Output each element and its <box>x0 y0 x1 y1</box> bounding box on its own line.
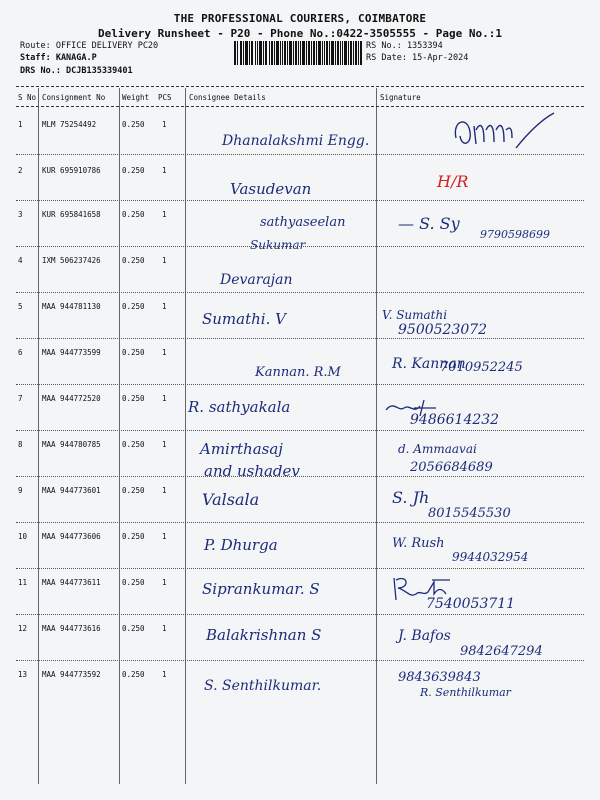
row-sno: 9 <box>18 486 23 495</box>
row-sno: 3 <box>18 210 23 219</box>
row-consignment-no: MLM 75254492 <box>42 120 97 129</box>
signature-phone: 9500523072 <box>398 322 488 338</box>
row-consignment-no: MAA 944773616 <box>42 624 101 633</box>
route-label: Route: OFFICE DELIVERY PC20 <box>20 41 159 51</box>
row-consignment-no: MAA 944773606 <box>42 532 101 541</box>
signature-phone: 2056684689 <box>410 460 493 475</box>
row-separator <box>16 660 584 661</box>
row-separator <box>16 384 584 385</box>
consignee-handwriting: Dhanalakshmi Engg. <box>222 133 370 149</box>
row-weight: 0.250 <box>122 210 145 219</box>
barcode <box>234 41 362 65</box>
consignee-handwriting: Amirthasaj <box>200 440 283 458</box>
company-title: THE PROFESSIONAL COURIERS, COIMBATORE <box>173 12 427 25</box>
signature-handwriting: — S. Sy <box>398 214 460 233</box>
row-sno: 5 <box>18 302 23 311</box>
signature-phone: 7540053711 <box>426 596 516 612</box>
row-sno: 13 <box>18 670 28 679</box>
row-pcs: 1 <box>162 670 167 679</box>
row-pcs: 1 <box>162 440 167 449</box>
consignee-handwriting: sathyaseelan <box>260 215 346 230</box>
signature-phone: 9790598699 <box>480 228 550 241</box>
consignee-handwriting: Balakrishnan S <box>206 626 322 644</box>
row-weight: 0.250 <box>122 302 145 311</box>
row-pcs: 1 <box>162 166 167 175</box>
row-pcs: 1 <box>162 578 167 587</box>
row-consignment-no: MAA 944781130 <box>42 302 101 311</box>
row-consignment-no: MAA 944773601 <box>42 486 101 495</box>
row-weight: 0.250 <box>122 166 145 175</box>
signature-handwriting: J. Bafos <box>398 628 451 644</box>
consignee-handwriting: Sumathi. V <box>202 310 286 328</box>
row-weight: 0.250 <box>122 440 145 449</box>
row-sno: 7 <box>18 394 23 403</box>
consignee-handwriting: P. Dhurga <box>204 536 278 554</box>
row-weight: 0.250 <box>122 532 145 541</box>
row-pcs: 1 <box>162 532 167 541</box>
consignee-handwriting: Devarajan <box>220 272 293 288</box>
row-consignment-no: MAA 944773611 <box>42 578 101 587</box>
consignee-handwriting: Vasudevan <box>230 180 312 198</box>
row-weight: 0.250 <box>122 394 145 403</box>
row-pcs: 1 <box>162 256 167 265</box>
row-separator <box>16 614 584 615</box>
signature-handwriting: V. Sumathi <box>382 308 448 322</box>
signature-handwriting: R. Senthilkumar <box>420 686 511 699</box>
row-pcs: 1 <box>162 302 167 311</box>
row-sno: 8 <box>18 440 23 449</box>
signature-phone: 7010952245 <box>440 360 523 375</box>
row-pcs: 1 <box>162 348 167 357</box>
col-header-consignee: Consignee Details <box>189 93 266 102</box>
col-sep <box>376 88 377 784</box>
consignee-handwriting: R. sathyakala <box>188 398 291 416</box>
row-sno: 12 <box>18 624 28 633</box>
row-pcs: 1 <box>162 486 167 495</box>
row-separator <box>16 292 584 293</box>
header-bottom-rule <box>16 106 584 107</box>
row-weight: 0.250 <box>122 670 145 679</box>
row-separator <box>16 522 584 523</box>
col-header-consignment: Consignment No <box>42 93 106 102</box>
col-sep <box>119 88 120 784</box>
row-sno: 11 <box>18 578 28 587</box>
signature-handwriting: S. Jh <box>392 488 430 507</box>
row-pcs: 1 <box>162 394 167 403</box>
row-consignment-no: MAA 944773599 <box>42 348 101 357</box>
row-weight: 0.250 <box>122 624 145 633</box>
row-weight: 0.250 <box>122 120 145 129</box>
row-separator <box>16 568 584 569</box>
row-pcs: 1 <box>162 120 167 129</box>
row-consignment-no: KUR 695841658 <box>42 210 101 219</box>
signature-scribble <box>446 108 561 168</box>
signature-phone: 9486614232 <box>410 412 500 428</box>
consignee-handwriting: Valsala <box>202 490 260 509</box>
row-separator <box>16 476 584 477</box>
signature-phone: 9843639843 <box>398 670 481 685</box>
signature-handwriting: W. Rush <box>392 536 445 551</box>
consignee-handwriting: Sukumar <box>250 238 306 252</box>
col-sep <box>38 88 39 784</box>
row-consignment-no: IXM 506237426 <box>42 256 101 265</box>
runsheet-subtitle: Delivery Runsheet - P20 - Phone No.:0422-3505555 - Page No.:1 <box>98 27 502 40</box>
row-weight: 0.250 <box>122 256 145 265</box>
drs-number: DRS No.: DCJB135339401 <box>20 66 133 76</box>
row-sno: 2 <box>18 166 23 175</box>
row-consignment-no: MAA 944772520 <box>42 394 101 403</box>
col-sep <box>185 88 186 784</box>
consignee-handwriting: and ushadev <box>204 462 300 480</box>
consignee-handwriting: S. Senthilkumar. <box>204 678 322 694</box>
table-top-rule <box>16 86 584 87</box>
signature-phone: 9944032954 <box>452 550 529 564</box>
col-header-sno: S No <box>18 93 37 102</box>
consignee-handwriting: Siprankumar. S <box>202 580 320 598</box>
row-weight: 0.250 <box>122 486 145 495</box>
signature-phone: 8015545530 <box>428 506 511 521</box>
row-separator <box>16 338 584 339</box>
row-sno: 6 <box>18 348 23 357</box>
col-header-weight: Weight <box>122 93 150 102</box>
row-consignment-no: MAA 944773592 <box>42 670 101 679</box>
row-separator <box>16 430 584 431</box>
signature-phone: 9842647294 <box>460 644 543 659</box>
row-separator <box>16 200 584 201</box>
row-weight: 0.250 <box>122 348 145 357</box>
rs-date: RS Date: 15-Apr-2024 <box>366 53 469 63</box>
signature-handwriting: R. Kannan <box>392 356 466 372</box>
row-pcs: 1 <box>162 624 167 633</box>
row-sno: 1 <box>18 120 23 129</box>
staff-label: Staff: KANAGA.P <box>20 53 97 63</box>
row-consignment-no: KUR 695910786 <box>42 166 101 175</box>
rs-number: RS No.: 1353394 <box>366 41 443 51</box>
col-header-pcs: PCS <box>158 93 172 102</box>
row-sno: 10 <box>18 532 28 541</box>
row-pcs: 1 <box>162 210 167 219</box>
row-sno: 4 <box>18 256 23 265</box>
row-consignment-no: MAA 944780785 <box>42 440 101 449</box>
consignee-handwriting: Kannan. R.M <box>255 365 341 380</box>
signature-handwriting: d. Ammaavai <box>398 442 477 456</box>
row-weight: 0.250 <box>122 578 145 587</box>
col-header-signature: Signature <box>380 93 421 102</box>
signature-handwriting: H/R <box>437 172 469 191</box>
